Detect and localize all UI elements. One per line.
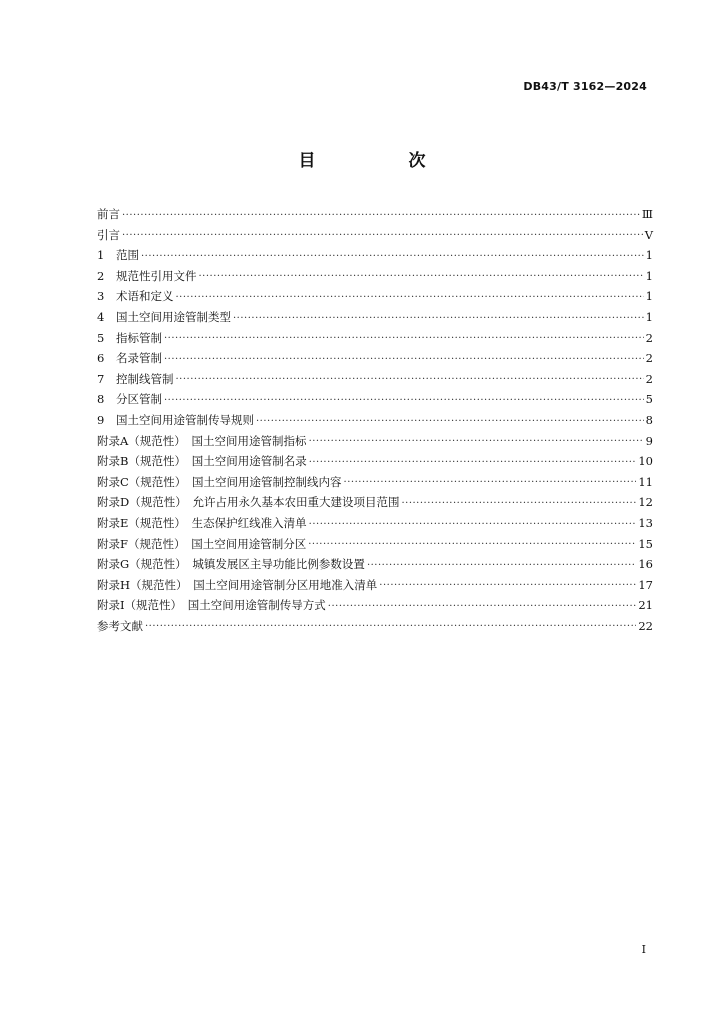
toc-entry-label: 分区管制	[116, 392, 162, 407]
dot-leader	[367, 557, 636, 575]
toc-entry-page: Ⅲ	[641, 207, 653, 221]
toc-entry-number: 4	[97, 309, 105, 324]
toc-entry[interactable]	[97, 431, 653, 452]
toc-entry[interactable]	[97, 513, 653, 534]
toc-entry[interactable]	[97, 575, 653, 596]
dot-leader	[328, 598, 637, 616]
toc-entry-page: 1	[645, 309, 653, 324]
dot-leader	[401, 495, 636, 513]
toc-entry[interactable]	[97, 410, 653, 431]
toc-entry-page: 17	[638, 577, 653, 592]
toc-entry-label: 规范性引用文件	[116, 268, 197, 283]
toc-entry-page: 8	[645, 412, 653, 427]
toc-entry-number: 7	[97, 371, 105, 386]
toc-entry-label: 附录H（规范性） 国土空间用途管制分区用地准入清单	[97, 577, 378, 592]
toc-entry-page: 1	[645, 289, 653, 304]
toc-entry[interactable]	[97, 245, 653, 266]
toc-entry-label: 附录D（规范性） 允许占用永久基本农田重大建设项目范围	[97, 495, 400, 510]
toc-entry-label: 参考文献	[97, 618, 143, 633]
dot-leader	[309, 516, 637, 534]
toc-entry[interactable]	[97, 204, 653, 225]
toc-entry-page: 1	[645, 268, 653, 283]
toc-entry-label: 附录G（规范性） 城镇发展区主导功能比例参数设置	[97, 557, 365, 572]
dot-leader	[309, 454, 637, 472]
dot-leader	[199, 268, 644, 286]
dot-leader	[256, 413, 644, 431]
dot-leader	[164, 330, 644, 348]
toc-entry-page: 11	[638, 474, 653, 489]
dot-leader	[308, 536, 636, 554]
toc-entry-label: 引言	[97, 227, 120, 242]
toc-entry-label: 国土空间用途管制传导规则	[116, 412, 254, 427]
toc-entry[interactable]	[97, 554, 653, 575]
toc-entry-number: 3	[97, 289, 105, 304]
toc-entry-label: 附录E（规范性） 生态保护红线准入清单	[97, 515, 307, 530]
toc-entry[interactable]	[97, 451, 653, 472]
toc-entry-label: 附录F（规范性） 国土空间用途管制分区	[97, 536, 307, 551]
toc-entry[interactable]	[97, 369, 653, 390]
toc-entry-number: 5	[97, 330, 105, 345]
toc-entry[interactable]	[97, 472, 653, 493]
document-code: DB43/T 3162—2024	[523, 80, 647, 93]
toc-entry-page: 5	[645, 392, 653, 407]
dot-leader	[164, 351, 644, 369]
toc-entry-label: 国土空间用途管制类型	[116, 309, 231, 324]
dot-leader	[141, 248, 644, 266]
toc-entry[interactable]	[97, 595, 653, 616]
toc-entry-label: 指标管制	[116, 330, 162, 345]
toc-entry-number: 8	[97, 392, 105, 407]
toc-entry[interactable]	[97, 307, 653, 328]
dot-leader	[122, 227, 643, 245]
dot-leader	[145, 618, 636, 636]
toc-entry[interactable]	[97, 534, 653, 555]
dot-leader	[176, 289, 644, 307]
dot-leader	[344, 474, 637, 492]
toc-entry[interactable]	[97, 389, 653, 410]
toc-entry-page: 16	[638, 557, 653, 572]
dot-leader	[309, 433, 644, 451]
toc-entry[interactable]	[97, 328, 653, 349]
page-title: 目 次	[298, 151, 464, 171]
toc-entry-page: 9	[645, 433, 653, 448]
toc-entry-page: 21	[638, 598, 653, 613]
dot-leader	[122, 207, 640, 225]
dot-leader	[164, 392, 644, 410]
toc-entry-page: 15	[638, 536, 653, 551]
toc-entry[interactable]	[97, 266, 653, 287]
toc-entry-label: 术语和定义	[116, 289, 174, 304]
toc-entry-number: 9	[97, 412, 105, 427]
toc-entry-number: 2	[97, 268, 105, 283]
toc-entry-label: 附录A（规范性） 国土空间用途管制指标	[97, 433, 307, 448]
toc-entry[interactable]	[97, 286, 653, 307]
toc-entry-label: 控制线管制	[116, 371, 174, 386]
table-of-contents	[97, 204, 653, 636]
toc-entry[interactable]	[97, 492, 653, 513]
toc-entry-label: 名录管制	[116, 351, 162, 366]
dot-leader	[233, 310, 644, 328]
toc-entry-page: 13	[638, 515, 653, 530]
toc-entry-label: 范围	[116, 248, 139, 263]
toc-entry-label: 附录C（规范性） 国土空间用途管制控制线内容	[97, 474, 342, 489]
toc-entry-page: 2	[645, 371, 653, 386]
toc-entry[interactable]	[97, 616, 653, 637]
toc-entry-page: 1	[645, 248, 653, 263]
toc-entry-label: 附录B（规范性） 国土空间用途管制名录	[97, 454, 307, 469]
toc-entry-page: V	[644, 227, 653, 242]
page-number: I	[641, 943, 646, 956]
toc-entry[interactable]	[97, 225, 653, 246]
toc-entry-page: 10	[638, 454, 653, 469]
toc-entry-page: 22	[638, 618, 653, 633]
toc-entry-number: 1	[97, 248, 105, 263]
toc-entry-label: 前言	[97, 207, 120, 221]
toc-entry-page: 2	[645, 351, 653, 366]
toc-entry-page: 2	[645, 330, 653, 345]
toc-entry[interactable]	[97, 348, 653, 369]
dot-leader	[379, 577, 636, 595]
dot-leader	[176, 371, 644, 389]
toc-entry-label: 附录I（规范性） 国土空间用途管制传导方式	[97, 598, 326, 613]
toc-entry-number: 6	[97, 351, 105, 366]
toc-entry-page: 12	[638, 495, 653, 510]
